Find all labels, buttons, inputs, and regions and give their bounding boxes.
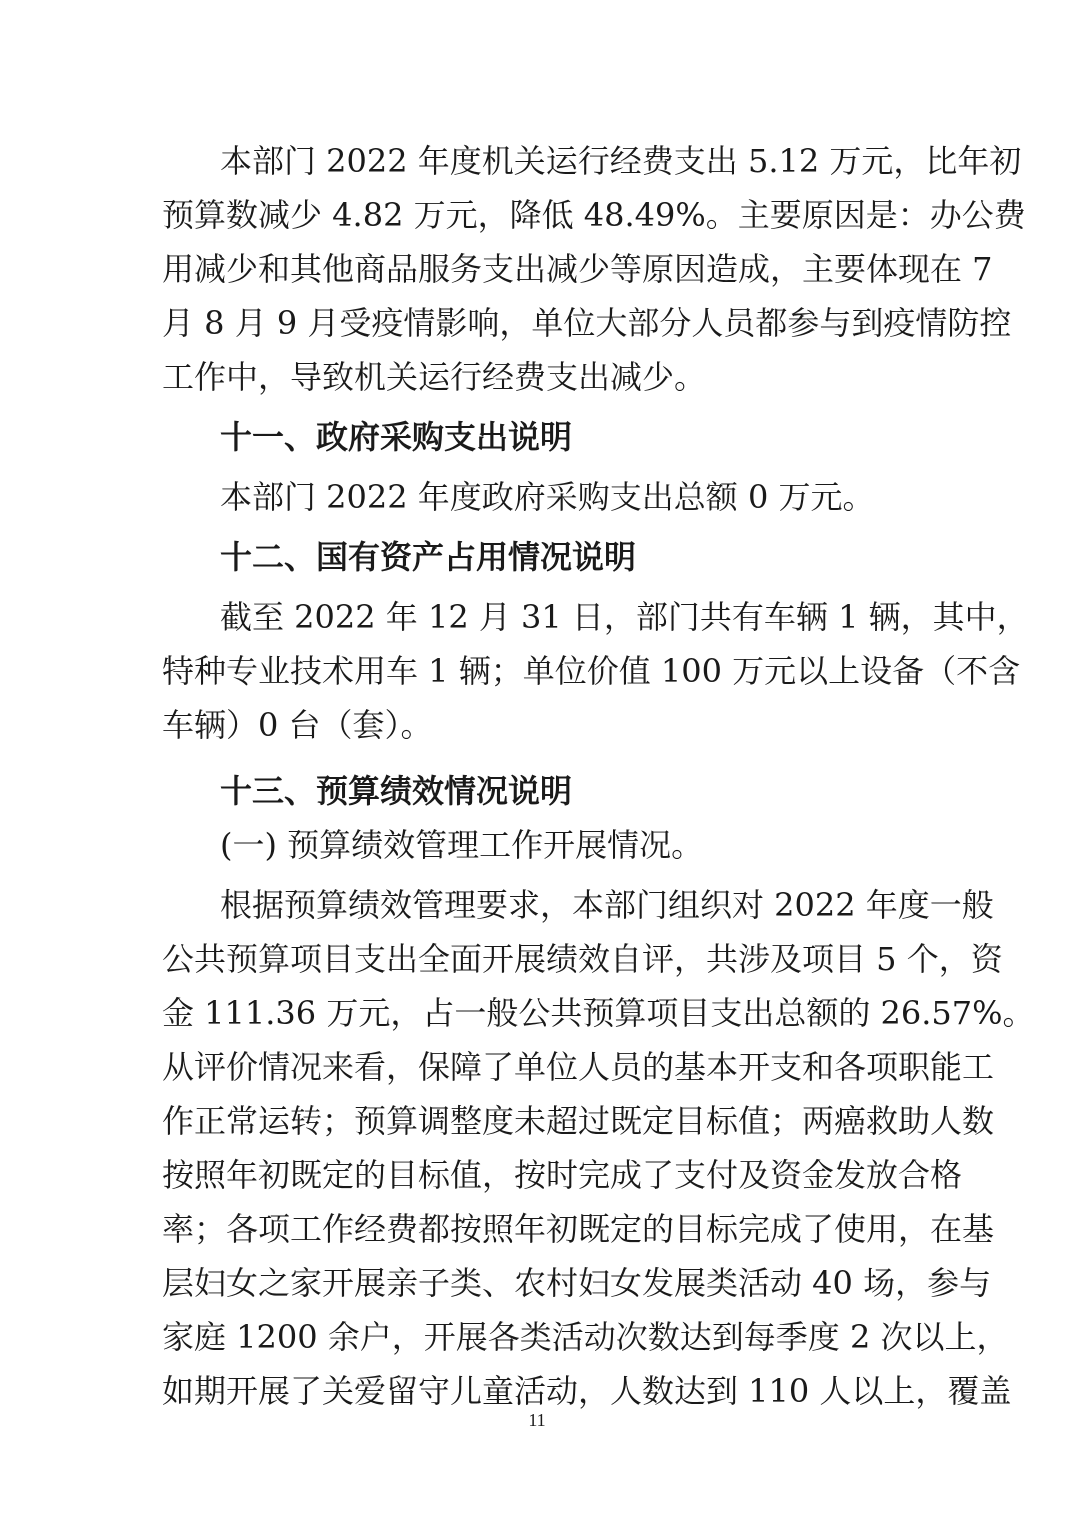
paragraph-line: 预算数减少 4.82 万元，降低 48.49%。主要原因是：办公费: [162, 196, 1026, 234]
paragraph-line: 本部门 2022 年度机关运行经费支出 5.12 万元，比年初: [220, 142, 1022, 180]
page-number: 11: [528, 1410, 546, 1430]
paragraph-line: 本部门 2022 年度政府采购支出总额 0 万元。: [220, 478, 875, 516]
paragraph-line: 公共预算项目支出全面开展绩效自评，共涉及项目 5 个，资: [162, 940, 1003, 978]
paragraph-line: 作正常运转；预算调整度未超过既定目标值；两癌救助人数: [162, 1102, 995, 1140]
paragraph-line: 根据预算绩效管理要求，本部门组织对 2022 年度一般: [220, 886, 994, 924]
paragraph-line: 截至 2022 年 12 月 31 日，部门共有车辆 1 辆，其中，: [220, 598, 1029, 636]
paragraph-line: 金 111.36 万元，占一般公共预算项目支出总额的 26.57%。: [162, 994, 1035, 1032]
paragraph-line: 从评价情况来看，保障了单位人员的基本开支和各项职能工: [162, 1048, 995, 1086]
paragraph-line: 车辆）0 台（套）。: [162, 706, 433, 744]
paragraph-line: 特种专业技术用车 1 辆；单位价值 100 万元以上设备（不含: [162, 652, 1021, 690]
section-heading: 十三、预算绩效情况说明: [220, 772, 573, 810]
paragraph-line: 按照年初既定的目标值，按时完成了支付及资金发放合格: [162, 1156, 963, 1194]
paragraph-line: 层妇女之家开展亲子类、农村妇女发展类活动 40 场，参与: [162, 1264, 992, 1302]
paragraph-line: 月 8 月 9 月受疫情影响，单位大部分人员都参与到疫情防控: [162, 304, 1012, 342]
subsection-heading: (一) 预算绩效管理工作开展情况。: [220, 826, 704, 864]
document-body: [162, 134, 1035, 1418]
paragraph-line: 用减少和其他商品服务支出减少等原因造成，主要体现在 7: [162, 250, 993, 288]
section-heading: 十二、国有资产占用情况说明: [220, 538, 637, 576]
paragraph-line: 工作中，导致机关运行经费支出减少。: [162, 358, 707, 396]
paragraph-line: 家庭 1200 余户，开展各类活动次数达到每季度 2 次以上，: [162, 1318, 1009, 1356]
section-heading: 十一、政府采购支出说明: [220, 418, 573, 456]
paragraph-line: 如期开展了关爱留守儿童活动，人数达到 110 人以上，覆盖: [162, 1372, 1012, 1410]
paragraph-line: 率；各项工作经费都按照年初既定的目标完成了使用，在基: [162, 1210, 995, 1248]
